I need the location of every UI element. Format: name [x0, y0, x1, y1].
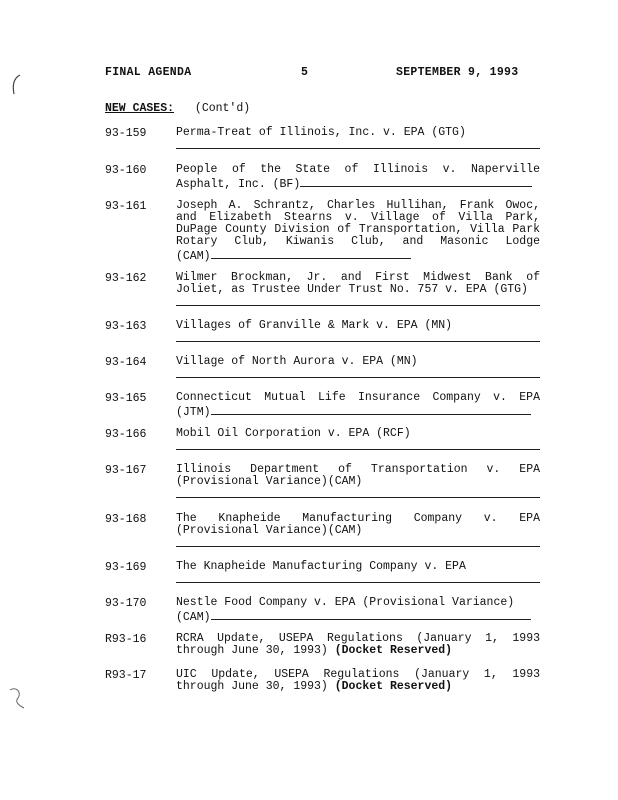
scan-mark — [8, 72, 24, 98]
signature-line — [176, 305, 540, 306]
section-title: NEW CASES: — [105, 102, 175, 115]
case-number: R93-17 — [105, 669, 147, 682]
case-title: RCRA Update, USEPA Regulations (January 1, 1993 through June 30, 1993) (Docket Reserved) — [176, 632, 540, 657]
agenda-date: SEPTEMBER 9, 1993 — [396, 66, 519, 79]
case-number: 93-169 — [105, 561, 147, 574]
page-number: 5 — [301, 66, 309, 79]
signature-line — [211, 248, 411, 259]
signature-line — [300, 176, 532, 187]
case-number: 93-160 — [105, 164, 147, 177]
signature-line — [211, 404, 531, 415]
agenda-title: FINAL AGENDA — [105, 66, 192, 79]
signature-line — [176, 497, 540, 498]
case-title-line-2: (CAM) — [176, 609, 540, 624]
signature-line — [176, 582, 540, 583]
case-number: 93-165 — [105, 392, 147, 405]
case-title: Joseph A. Schrantz, Charles Hullihan, Frank Owoc, and Elizabeth Stearns v. Village of Villa Park, DuPage County Division of Transportation, Villa Park Rotary Club, Kiwanis Club, and Masonic Lodge — [176, 199, 540, 248]
signature-line — [211, 609, 531, 620]
docket-reserved: (Docket Reserved) — [334, 644, 453, 657]
docket-reserved: (Docket Reserved) — [334, 680, 453, 693]
signature-line — [176, 377, 540, 378]
case-number: 93-168 — [105, 513, 147, 526]
case-number: 93-163 — [105, 320, 147, 333]
case-number: 93-164 — [105, 356, 147, 369]
case-title: UIC Update, USEPA Regulations (January 1, 1993 through June 30, 1993) (Docket Reserved) — [176, 668, 540, 693]
case-title: Illinois Department of Transportation v. EPA (Provisional Variance)(CAM) — [176, 463, 540, 488]
case-title-line-1: Connecticut Mutual Life Insurance Company v. EPA — [176, 391, 540, 404]
case-number: 93-161 — [105, 200, 147, 213]
signature-line — [176, 449, 540, 450]
case-title: Mobil Oil Corporation v. EPA (RCF) — [176, 427, 411, 440]
scan-mark — [6, 684, 28, 714]
case-title-tail: (CAM) — [176, 248, 540, 263]
case-title-line-1: Nestle Food Company v. EPA (Provisional Variance) — [176, 596, 515, 609]
case-number: 93-162 — [105, 272, 147, 285]
case-number: 93-167 — [105, 464, 147, 477]
case-number: 93-159 — [105, 127, 147, 140]
case-title: Village of North Aurora v. EPA (MN) — [176, 355, 418, 368]
signature-line — [176, 546, 540, 547]
case-title: Wilmer Brockman, Jr. and First Midwest Bank of Joliet, as Trustee Under Trust No. 757 v. EPA (GTG) — [176, 271, 540, 296]
case-number: 93-170 — [105, 597, 147, 610]
case-number: 93-166 — [105, 428, 147, 441]
case-title-line-1: People of the State of Illinois v. Naperville — [176, 163, 540, 176]
case-title: Perma-Treat of Illinois, Inc. v. EPA (GTG) — [176, 126, 466, 139]
signature-line — [176, 341, 540, 342]
case-title-line-2: Asphalt, Inc. (BF) — [176, 176, 540, 191]
case-title-line-2: (JTM) — [176, 404, 540, 419]
signature-line — [176, 148, 540, 149]
case-title: Villages of Granville & Mark v. EPA (MN) — [176, 319, 453, 332]
section-subtitle: (Cont'd) — [194, 102, 251, 115]
case-title: The Knapheide Manufacturing Company v. EPA — [176, 560, 466, 573]
case-title: The Knapheide Manufacturing Company v. EPA (Provisional Variance)(CAM) — [176, 512, 540, 537]
case-number: R93-16 — [105, 633, 147, 646]
section-heading — [105, 102, 250, 115]
